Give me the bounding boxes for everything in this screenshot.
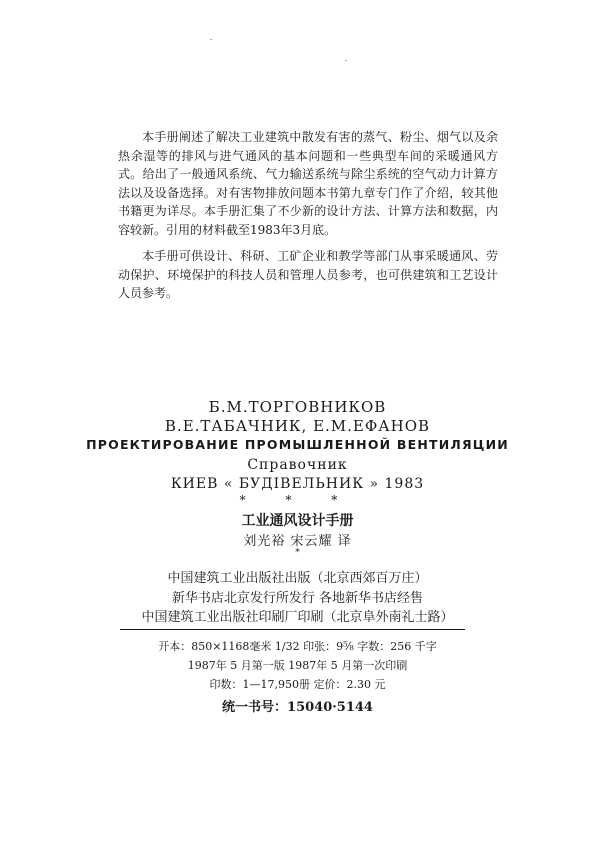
- separator-stars: * * *: [239, 493, 356, 507]
- speck-mark: ·: [210, 36, 213, 44]
- edition-line: 1987年 5 月第一版 1987年 5 月第一次印刷: [187, 659, 408, 672]
- original-title: ПРОЕКТИРОВАНИЕ ПРОМЫШЛЕННОЙ ВЕНТИЛЯЦИИ: [86, 437, 509, 452]
- abstract-block: [118, 128, 498, 303]
- abstract-paragraph-2: 本手册可供设计、科研、工矿企业和教学等部门从事采暖通风、劳动保护、环境保护的科技人员和管理人员参考，也可供建筑和工艺设计人员参考。: [118, 249, 498, 300]
- original-authors-line-2: В.Е.ТАБАЧНИК, Е.М.ЕФАНОВ: [164, 417, 431, 435]
- separator-star: *: [295, 548, 300, 558]
- abstract-paragraph-1: 本手册阐述了解决工业建筑中散发有害的蒸气、粉尘、烟气以及余热余湿等的排风与进气通风的基本问题和一些典型车间的采暖通风方式。给出了一般通风系统、气力输送系统与除尘系统的空气动力计算方法以及设备选择。对有害物排放问题本书第九章专门作了介绍，较其他书籍更为详尽。本手册汇集了不少新的设计方法、计算方法和数据，内容较新。引用的材料截至1983年3月底。: [118, 130, 498, 237]
- format-line: 开本：850×1168毫米 1/32 印张：9⅝ 字数：256 千字: [158, 640, 437, 653]
- translators-line: 刘光裕 宋云耀 译: [243, 534, 352, 549]
- original-authors-line-1: Б.М.ТОРГОВНИКОВ: [208, 398, 387, 416]
- publisher-line: 中国建筑工业出版社出版（北京西郊百万庄）: [167, 571, 428, 586]
- divider-rule: [120, 629, 465, 630]
- original-publisher-year: КИЕВ « БУДІВЕЛЬНИК » 1983: [170, 476, 425, 492]
- chinese-title: 工业通风设计手册: [241, 513, 354, 529]
- original-subtitle: Справочник: [247, 457, 348, 473]
- book-number: 统一书号：15040·5144: [222, 700, 373, 715]
- distribution-line: 新华书店北京发行所发行 各地新华书店经售: [171, 591, 424, 606]
- print-run-price-line: 印数：1—17,950册 定价：2.30 元: [209, 678, 386, 691]
- speck-mark: ·: [345, 57, 348, 65]
- printer-line: 中国建筑工业出版社印刷厂印刷（北京阜外南礼士路）: [141, 610, 454, 625]
